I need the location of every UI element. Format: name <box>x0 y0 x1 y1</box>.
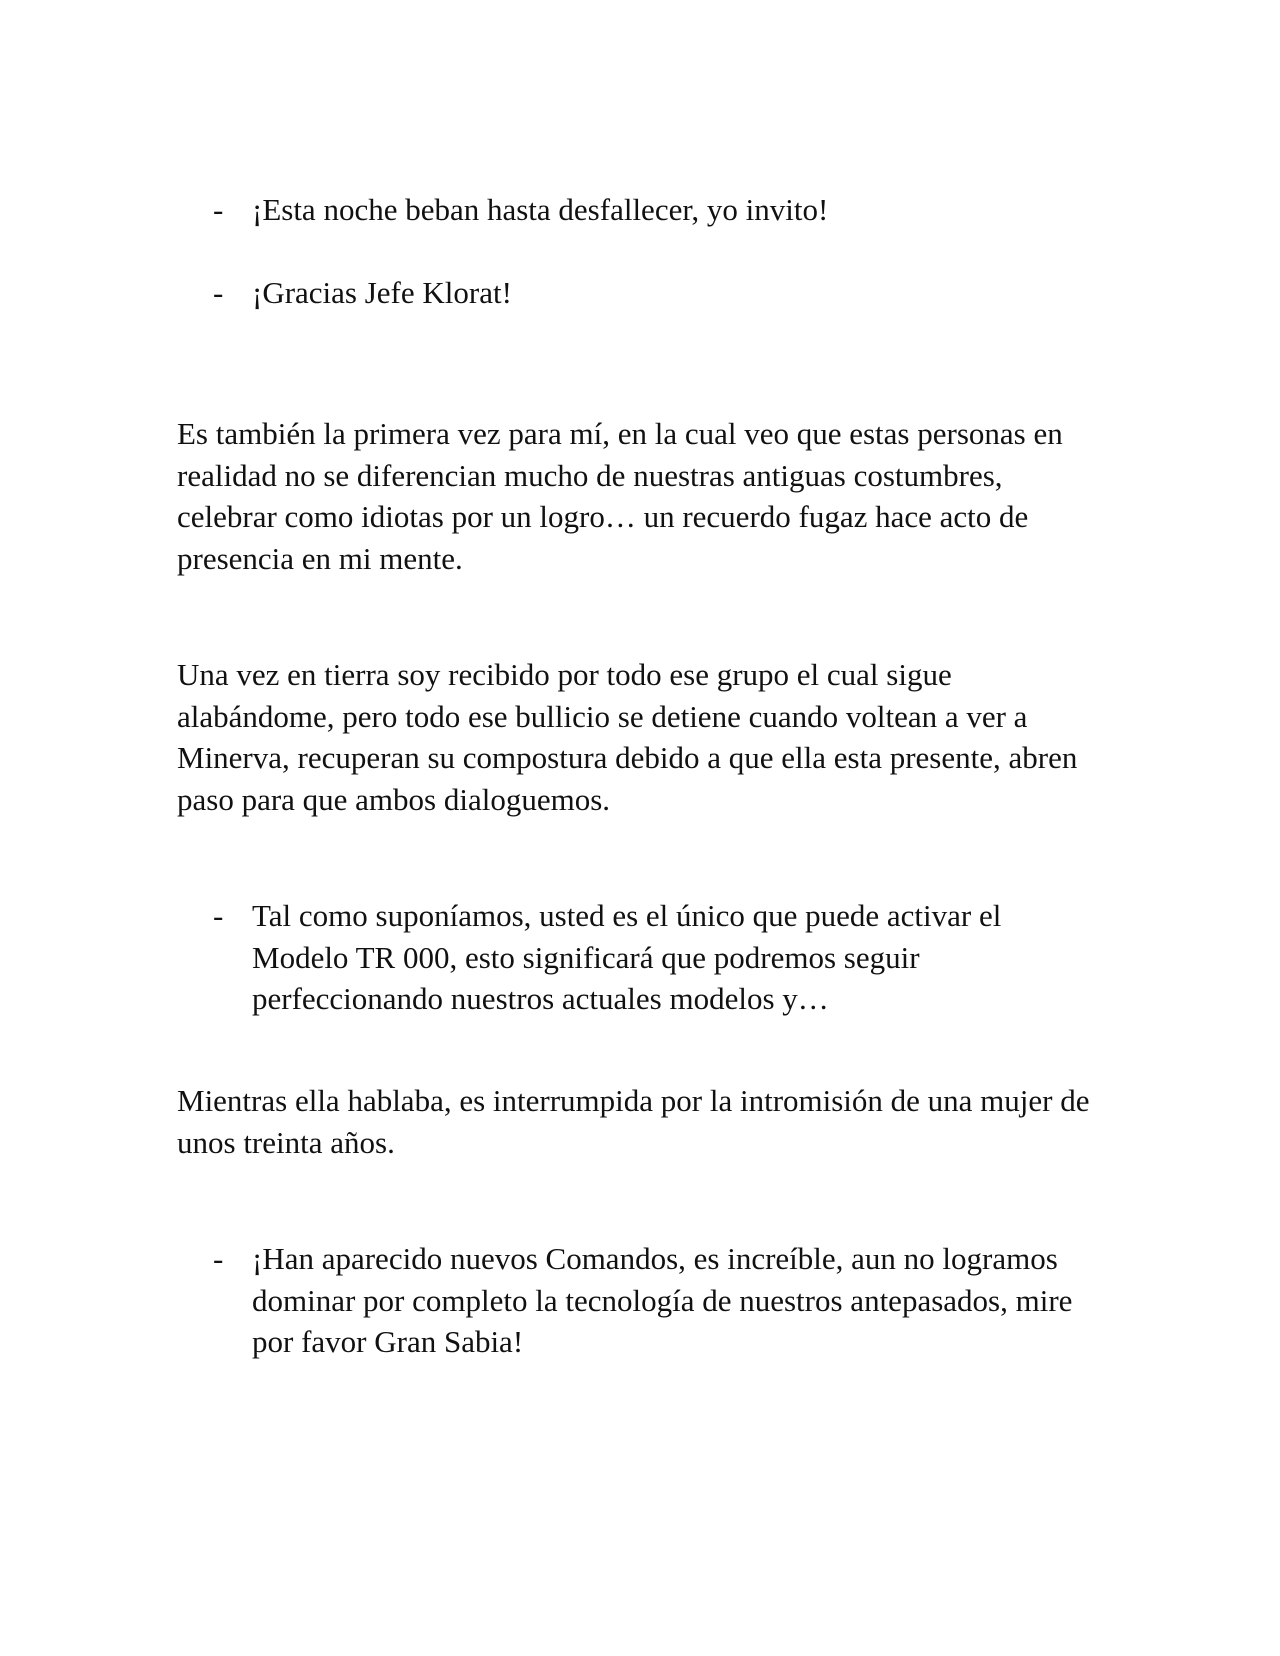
dialogue-line <box>213 272 1093 314</box>
dialogue-text: ¡Han aparecido nuevos Comandos, es increíble, aun no logramos dominar por completo la tecnología de nuestros antepasados, mire por favor Gran Sabia! <box>252 1241 1073 1359</box>
dialogue-dash: - <box>213 275 224 310</box>
dialogue-text: ¡Esta noche beban hasta desfallecer, yo invito! <box>252 192 829 227</box>
dialogue-line <box>213 895 1093 1020</box>
dialogue-line <box>213 189 1093 231</box>
narrative-paragraph: Una vez en tierra soy recibido por todo ese grupo el cual sigue alabándome, pero todo ese bullicio se detiene cuando voltean a ver a Minerva, recuperan su compostura debido a que ella esta presente, abren paso para que ambos dialoguemos. <box>177 657 1078 817</box>
dialogue-dash: - <box>213 192 224 227</box>
dialogue-dash: - <box>213 1241 224 1276</box>
narrative-paragraph: Mientras ella hablaba, es interrumpida por la intromisión de una mujer de unos treinta años. <box>177 1083 1090 1160</box>
dialogue-text: ¡Gracias Jefe Klorat! <box>252 275 512 310</box>
dialogue-text: Tal como suponíamos, usted es el único que puede activar el Modelo TR 000, esto significará que podremos seguir perfeccionando nuestros actuales modelos y… <box>252 898 1002 1016</box>
dialogue-line <box>213 1238 1093 1363</box>
narrative-paragraph: Es también la primera vez para mí, en la cual veo que estas personas en realidad no se diferencian mucho de nuestras antiguas costumbres, celebrar como idiotas por un logro… un recuerdo fugaz hace acto de presencia en mi mente. <box>177 416 1063 576</box>
dialogue-dash: - <box>213 898 224 933</box>
